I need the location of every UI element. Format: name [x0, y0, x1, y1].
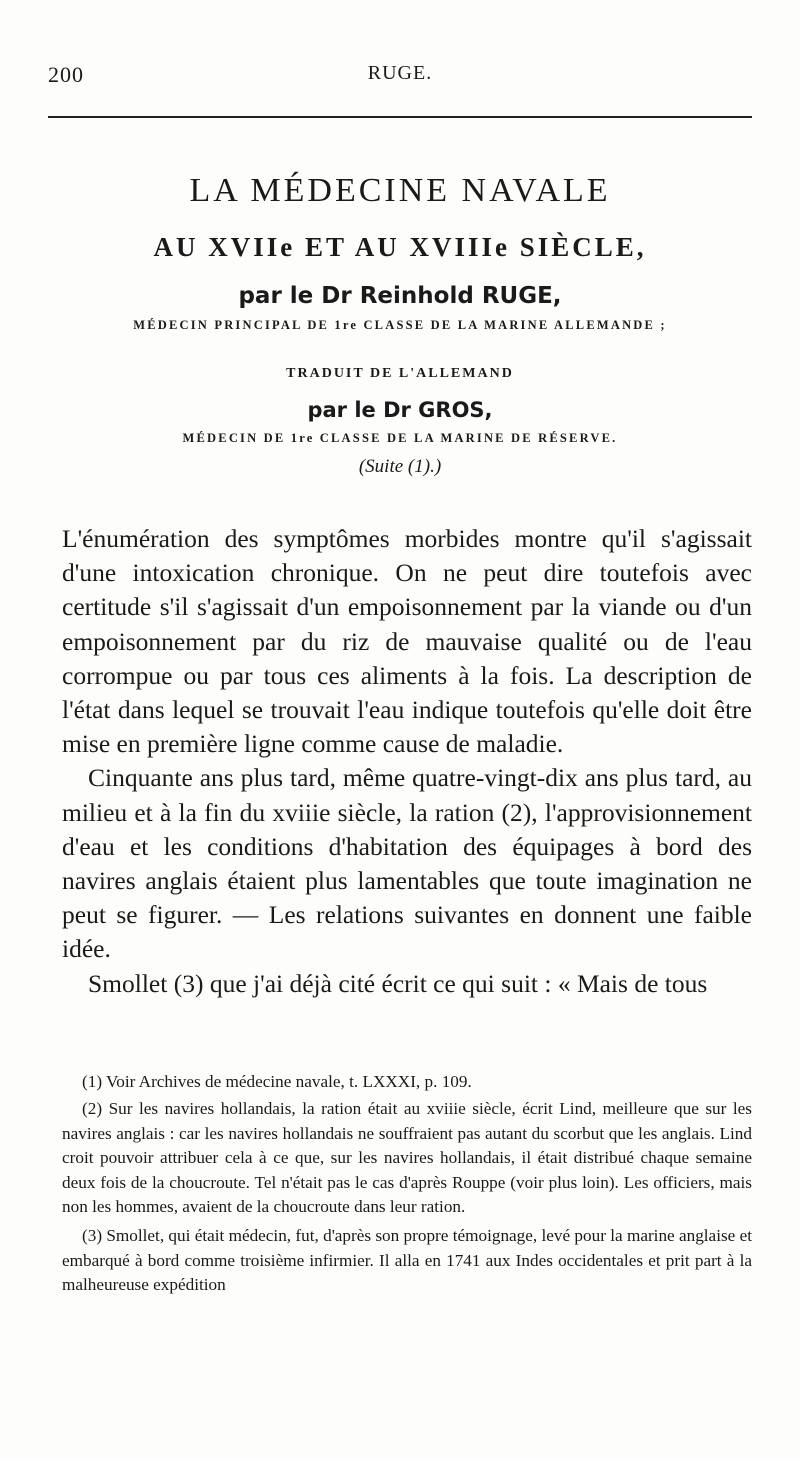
paragraph: Smollet (3) que j'ai déjà cité écrit ce qui suit : « Mais de tous — [88, 968, 708, 998]
translator-line: par le Dr GROS, — [307, 398, 493, 422]
paragraph: L'énumération des symptômes morbides montre qu'il s'agissait d'une intoxication chronique. On ne peut dire toutefois avec certitude s'il s'agissait d'un empoisonnement par la viande ou d'un empoisonnement par du riz de mauvaise qualité ou de l'eau corrompue ou par tous ces aliments à la fois. La description de l'état dans lequel se trouvait l'eau indique toutefois qu'elle doit être mise en première ligne comme cause de maladie. — [62, 524, 752, 759]
footnote: (1) Voir Archives de médecine navale, t. LXXXI, p. 109. — [82, 1072, 472, 1091]
footnotes — [62, 1070, 752, 1298]
author-line: par le Dr Reinhold RUGE, — [238, 283, 562, 309]
page-number: 200 — [48, 62, 84, 87]
paragraph: Cinquante ans plus tard, même quatre-vingt-dix ans plus tard, au milieu et à la fin du xviiie siècle, la ration (2), l'approvisionnement d'eau et les conditions d'habitation des équipages à bord des navires anglais étaient plus lamentables que toute imagination ne peut se figurer. — Les relations suivantes en donnent une faible idée. — [62, 763, 752, 964]
article-title: LA MÉDECINE NAVALE — [189, 172, 611, 209]
header-rule — [48, 116, 752, 118]
footnote: (3) Smollet, qui était médecin, fut, d'après son propre témoignage, levé pour la marine anglaise et embarqué à bord comme troisième infirmier. Il alla en 1741 aux Indes occidentales et prit part à la malheureuse expédition — [62, 1226, 752, 1295]
suite-note: (Suite (1).) — [358, 456, 442, 477]
running-header — [48, 62, 752, 92]
translator-caption: MÉDECIN DE 1re CLASSE DE LA MARINE DE RÉSERVE. — [182, 431, 618, 445]
author-caption: MÉDECIN PRINCIPAL DE 1re CLASSE DE LA MARINE ALLEMANDE ; — [133, 318, 667, 332]
translated-label: TRADUIT DE L'ALLEMAND — [286, 366, 514, 381]
article-subtitle: AU XVIIe ET AU XVIIIe SIÈCLE, — [153, 232, 647, 262]
running-title: RUGE. — [367, 62, 433, 84]
footnote: (2) Sur les navires hollandais, la ration était au xviiie siècle, écrit Lind, meilleure que sur les navires anglais : car les navires hollandais ne souffraient pas autant du scorbut que les anglais. Lind croit pouvoir attribuer cela à ce que, sur les navires hollandais, il était distribué chaque semaine deux fois de la choucroute. Tel n'était pas le cas d'après Rouppe (voir plus loin). Les officiers, mais non les hommes, avaient de la choucroute dans leur ration. — [62, 1099, 752, 1217]
body-text — [62, 522, 752, 1001]
